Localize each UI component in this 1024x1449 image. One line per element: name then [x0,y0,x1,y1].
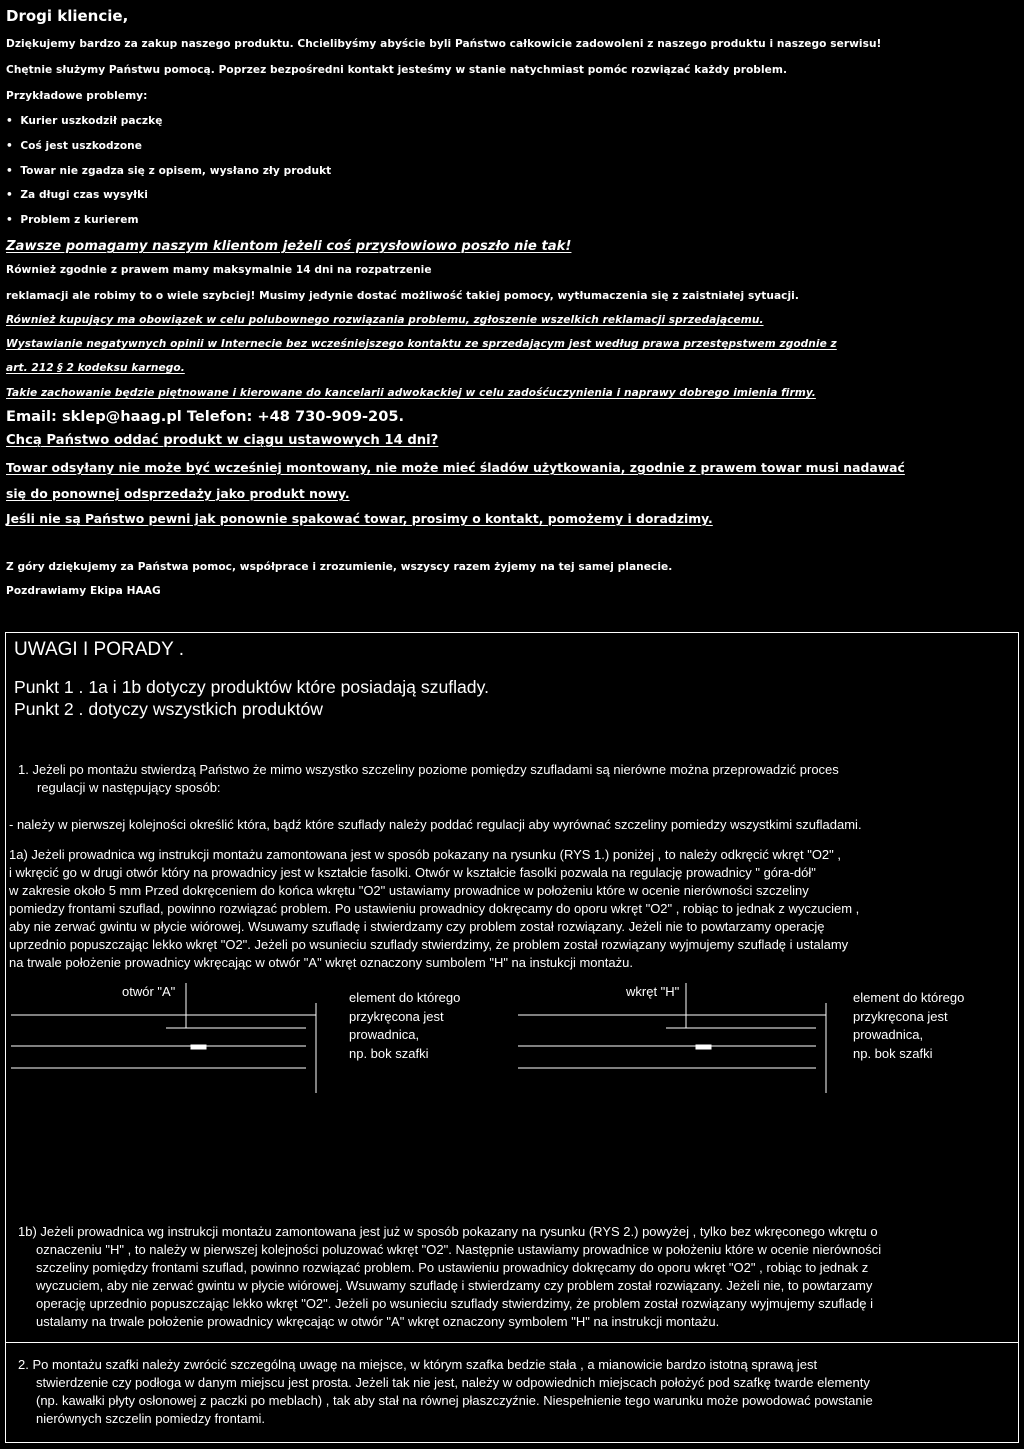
p2-line: 2. Po montażu szafki należy zwrócić szczególną uwagę na miejsce, w którym szafka bedzie stała , a mianowicie bardzo istotną sprawą jest [18,1357,818,1372]
return-condition-line-2: się do ponownej odsprzedaży jako produkt nowy. [6,486,350,501]
p1b-line: 1b) Jeżeli prowadnica wg instrukcji montażu zamontowana jest już w sposób pokazany na rysunku (RYS 2.) powyżej , tylko bez wkręconego wkrętu o [18,1224,878,1239]
law-line-2: reklamacji ale robimy to o wiele szybciej! Musimy jedynie dostać możliwość takiej pomocy, wytłumaczenia się z zaistniałej sytuacji. [6,290,799,302]
negative-opinion-line-2: art. 212 § 2 kodeksu karnego. [6,362,185,374]
element-label-right: element do którego przykręcona jest prowadnica, np. bok szafki [853,990,965,1061]
notes-title: UWAGI I PORADY . [14,639,184,660]
p1a-line: na trwale położenie prowadnicy wkręcając w otwór "A" wkręt oznaczony sumbolem "H" na instukcji montażu. [9,955,633,970]
law-line-1: Również zgodnie z prawem mamy maksymalnie 14 dni na rozpatrzenie [6,264,432,276]
p1b-line: ustalamy na trwale położenie prowadnicy wkręcając w otwór "A" wkręt oznaczony symbolem "H" na instrukcji montażu. [36,1314,720,1329]
p2-line: nierównych szczelin pomiedzy frontami. [36,1411,266,1426]
p2-line: (np. kawałki płyty osłonowej z paczki po meblach) , tak aby stał na równej płaszczyźnie. Niespełnienie tego warunku może powodować powstanie [36,1393,873,1408]
screw-icon [191,1045,206,1049]
list-item: • Kurier uszkodził paczkę [6,115,163,127]
greeting: Drogi kliencie, [6,7,129,25]
p1a-line: pomiedzy frontami szuflad, powinno rozwiązać problem. Po ustawieniu prowadnicy dokręcamy do oporu wkręt "O2" , robiąc to jednak z wyczuciem , [9,901,860,916]
return-condition-line-1: Towar odsyłany nie może być wcześniej montowany, nie może mieć śladów użytkowania, zgodnie z prawem towar musi nadawać [6,460,905,475]
p1b-line: wyczuciem, aby nie zerwać gwintu w płycie wiórowej. Wsuwamy szufladę i stwierdzamy czy problem został rozwiązany. Jeżeli nie, to powtarzamy [36,1278,873,1293]
point-1-line-1: 1. Jeżeli po montażu stwierdzą Państwo że mimo wszystko szczeliny poziome pomiędzy szufladami są nierówne można przeprowadzić proces [18,762,839,777]
point-1-summary: Punkt 1 . 1a i 1b dotyczy produktów które posiadają szuflady. [14,677,489,697]
p1a-line: w zakresie około 5 mm Przed dokręceniem do końca wkrętu "O2" ustawiamy prowadnice w położeniu które w ocenie nierówności szczeliny [9,883,809,898]
contact-info: Email: sklep@haag.pl Telefon: +48 730-909-205. [6,408,405,425]
screw-icon [696,1045,711,1049]
p1a-line: i wkręcić go w drugi otwór który na prowadnicy jest w kształcie fasolki. Otwór w kształcie fasolki pozwala na regulację prowadnicy " góra-dół" [9,865,816,880]
p1a-line: 1a) Jeżeli prowadnica wg instrukcji montażu zamontowana jest w sposób pokazany na rysunku (RYS 1.) poniżej , to należy odkręcić wkręt "O2" , [9,847,841,862]
list-item: • Towar nie zgadza się z opisem, wysłano zły produkt [6,165,332,177]
p1a-line: aby nie zerwać gwintu w płycie wiórowej. Wsuwamy szufladę i stwierdzamy czy problem został rozwiązany. Jeżeli nie to powtarzamy operację [9,919,825,934]
lawyer-note: Takie zachowanie będzie piętnowane i kierowane do kancelarii adwokackiej w celu zadośćuczynienia i naprawy dobrego imienia firmy. [6,387,816,399]
negative-opinion-line-1: Wystawianie negatywnych opinii w Internecie bez wcześniejszego kontaktu ze sprzedającym jest według prawa przestępstwem zgodnie z [6,338,837,350]
p2-line: stwierdzenie czy podłoga w danym miejscu jest prosta. Jeżeli tak nie jest, należy w odpowiednich miejscach położyć pod szafkę twarde elementy [36,1375,870,1390]
p1b-line: oznaczeniu "H" , to należy w pierwszej kolejności poluzować wkręt "O2". Następnie ustawiamy prowadnice w położeniu które w ocenie nierówności [36,1242,882,1257]
always-help-note: Zawsze pomagamy naszym klientom jeżeli coś przysłowiowo poszło nie tak! [6,239,572,254]
rail-drawing [6,973,1018,1183]
p1b-line: szczeliny pomiędzy frontami szuflad, powinno rozwiązać problem. Po ustawieniu prowadnicy dokręcamy do oporu wkręt "O2" , robiąc to jednak z [36,1260,869,1275]
repack-note: Jeśli nie są Państwo pewni jak ponownie spakować towar, prosimy o kontakt, pomożemy i doradzimy. [6,511,713,526]
help-line: Chętnie służymy Państwu pomocą. Poprzez bezpośredni kontakt jesteśmy w stanie natychmiast pomóc rozwiązać każdy problem. [6,64,788,76]
p1b-line: operację uprzednio popuszczając lekko wkręt "O2". Jeżeli po wsunieciu szuflady stwierdzimy, że problem został rozwiązany wyjmujemy szufladę i [36,1296,874,1311]
regards-line: Pozdrawiamy Ekipa HAAG [6,585,161,597]
point-1-line-2: regulacji w następujący sposób: [37,780,221,795]
thanks-line: Z góry dziękujemy za Państwa pomoc, współprace i zrozumienie, wszyscy razem żyjemy na tej samej planecie. [6,561,673,573]
label-screw-h: wkręt "H" [626,984,680,999]
point-2-summary: Punkt 2 . dotyczy wszystkich produktów [14,699,323,719]
notes-box [5,632,1019,1443]
problems-intro: Przykładowe problemy: [6,90,148,102]
thank-you-line: Dziękujemy bardzo za zakup naszego produktu. Chcielibyśmy abyście byli Państwo całkowicie zadowoleni z naszego produktu i naszego serwisu! [6,38,882,50]
element-label-left: element do którego przykręcona jest prowadnica, np. bok szafki [349,990,461,1061]
label-hole-a: otwór "A" [122,984,176,999]
return-question: Chcą Państwo oddać produkt w ciągu ustawowych 14 dni? [6,433,439,448]
list-item: • Za długi czas wysyłki [6,189,148,201]
list-item: • Problem z kurierem [6,214,139,226]
p1a-line: uprzednio popuszczając lekko wkręt "O2". Jeżeli po wsunieciu szuflady stwierdzimy, że problem został rozwiązany wyjmujemy szufladę i ustalamy [9,937,849,952]
list-item: • Coś jest uszkodzone [6,140,142,152]
buyer-duty-note: Również kupujący ma obowiązek w celu polubownego rozwiązania problemu, zgłoszenie wszelkich reklamacji sprzedającemu. [6,314,764,326]
section-divider [6,1342,1018,1343]
point-1-dash-line: - należy w pierwszej kolejności określić która, bądź które szuflady należy poddać regulacji aby wyrównać szczeliny pomiedzy wszystkimi szufladami. [9,817,862,832]
